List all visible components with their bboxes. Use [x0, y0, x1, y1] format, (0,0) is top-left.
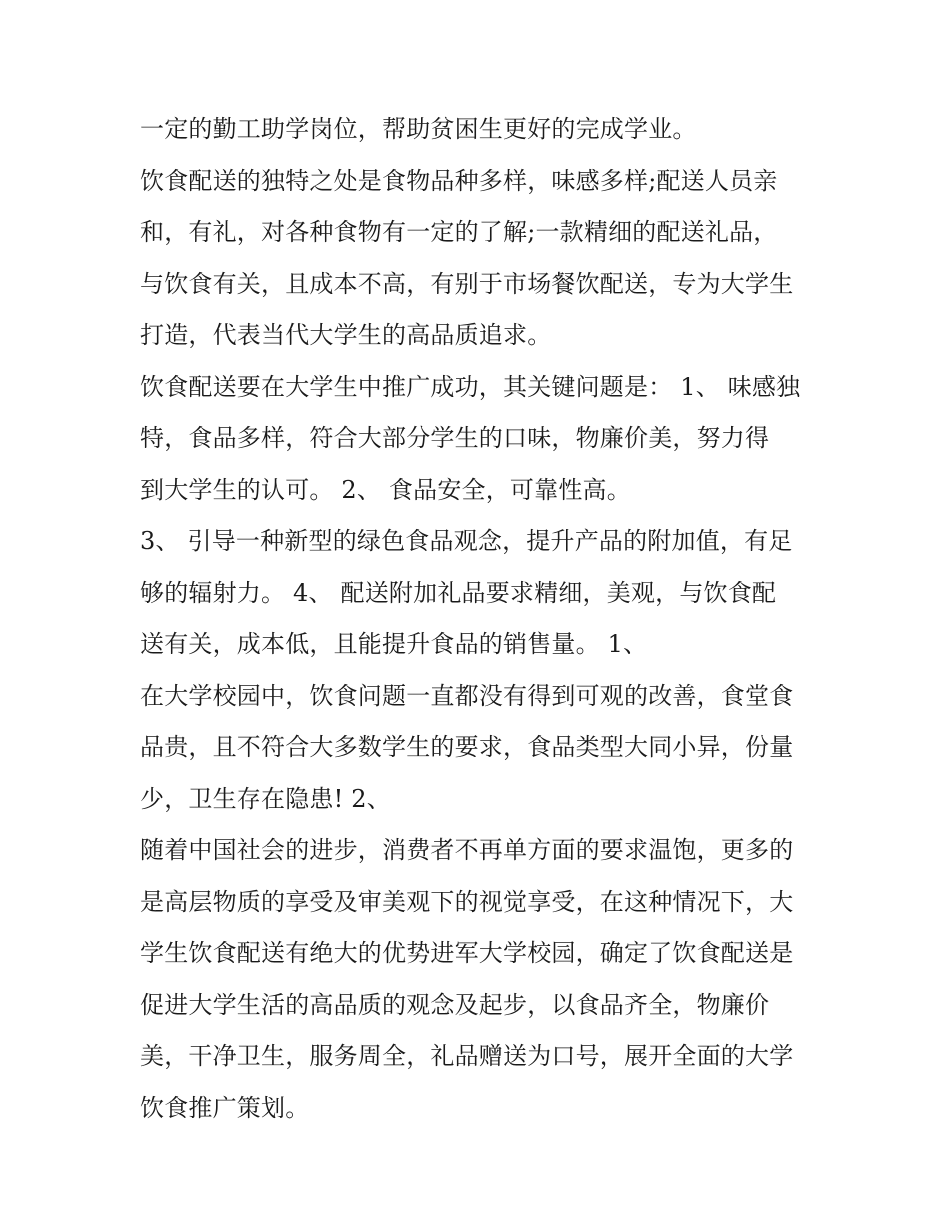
text-line: 学生饮食配送有绝大的优势进军大学校园，确定了饮食配送是 [140, 939, 794, 967]
text-line: 品贵，且不符合大多数学生的要求，食品类型大同小异，份量 [140, 733, 794, 761]
text-line: 是高层物质的享受及审美观下的视觉享受，在这种情况下，大 [140, 887, 794, 916]
text-line: 3、 引导一种新型的绿色食品观念，提升产品的附加值，有足 [140, 527, 793, 555]
text-line: 送有关，成本低，且能提升食品的销售量。 1、 [140, 630, 648, 658]
text-line: 打造，代表当代大学生的高品质追求。 [140, 321, 552, 349]
text-line: 和，有礼，对各种食物有一定的了解;一款精细的配送礼品， [140, 218, 778, 246]
text-line: 与饮食有关，且成本不高，有别于市场餐饮配送，专为大学生 [140, 269, 794, 298]
text-line: 特，食品多样，符合大部分学生的口味，物廉价美，努力得 [140, 424, 770, 452]
text-line: 到大学生的认可。 2、 食品安全，可靠性高。 [140, 475, 631, 504]
text-line: 一定的勤工助学岗位，帮助贫困生更好的完成学业。 [140, 115, 697, 143]
text-line: 够的辐射力。 4、 配送附加礼品要求精细，美观，与饮食配 [140, 578, 777, 607]
text-line: 饮食配送要在大学生中推广成功，其关键问题是： 1、 味感独 [140, 372, 801, 401]
text-line: 少，卫生存在隐患! 2、 [140, 784, 391, 813]
text-line: 饮食推广策划。 [140, 1093, 310, 1122]
text-line: 随着中国社会的进步，消费者不再单方面的要求温饱，更多的 [140, 836, 794, 864]
text-line: 饮食配送的独特之处是食物品种多样，味感多样;配送人员亲 [140, 166, 778, 195]
text-line: 在大学校园中，饮食问题一直都没有得到可观的改善，食堂食 [140, 681, 794, 710]
text-line: 美，干净卫生，服务周全，礼品赠送为口号，展开全面的大学 [140, 1042, 794, 1070]
text-line: 促进大学生活的高品质的观念及起步，以食品齐全，物廉价 [140, 990, 770, 1019]
body-text [140, 104, 820, 1134]
